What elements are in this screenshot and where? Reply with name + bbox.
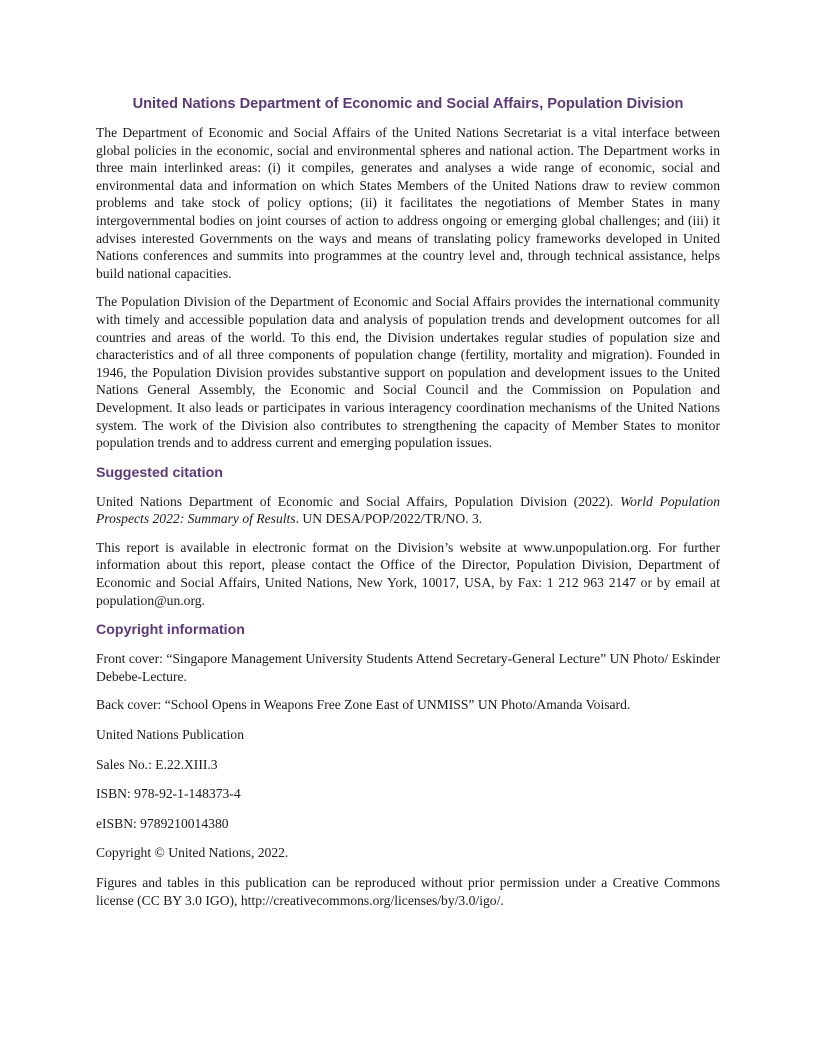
intro-paragraph-population-division: The Population Division of the Department of Economic and Social Affairs provides the international community with timely and accessible population data and analysis of population trends and development outcomes for all countries and areas of the world. To this end, the Division undertakes regular studies of population size and characteristics and of all three components of population change (fertility, mortality and migration). Founded in 1946, the Population Division provides substantive support on population and development issues to the United Nations General Assembly, the Economic and Social Council and the Commission on Population and Development. It also leads or participates in various interagency coordination mechanisms of the United Nations system. The work of the Division also contributes to strengthening the capacity of Member States to monitor population trends and to address current and emerging population issues. bbox=[96, 294, 720, 451]
eisbn: eISBN: 9789210014380 bbox=[96, 815, 229, 831]
citation-report-title: World Population Prospects 2022: Summary of Results bbox=[96, 493, 720, 527]
citation-prefix: United Nations Department of Economic and Social Affairs, Population Division (2022). bbox=[96, 493, 621, 509]
license-paragraph: Figures and tables in this publication can be reproduced without prior permission under a Creative Commons license (CC BY 3.0 IGO), http://creativecommons.org/licenses/by/3.0/igo/. bbox=[96, 875, 720, 908]
citation-suffix: . UN DESA/POP/2022/TR/NO. 3. bbox=[295, 511, 483, 527]
document-page bbox=[96, 94, 720, 920]
copyright-line: Copyright © United Nations, 2022. bbox=[96, 845, 289, 861]
citation-text bbox=[96, 493, 720, 528]
citation-heading: Suggested citation bbox=[96, 464, 223, 481]
availability-paragraph: This report is available in electronic format on the Division’s website at www.unpopulation.org. For further information about this report, please contact the Office of the Director, Population Division, Department of Economic and Social Affairs, United Nations, New York, 10017, USA, by Fax: 1 212 963 2147 or by email at population@un.org. bbox=[96, 539, 720, 608]
copyright-heading: Copyright information bbox=[96, 622, 245, 639]
isbn: ISBN: 978-92-1-148373-4 bbox=[96, 786, 241, 802]
back-cover-credit: Back cover: “School Opens in Weapons Free Zone East of UNMISS” UN Photo/Amanda Voisard. bbox=[96, 697, 631, 713]
page-title: United Nations Department of Economic and Social Affairs, Population Division bbox=[132, 96, 684, 112]
front-cover-credit: Front cover: “Singapore Management University Students Attend Secretary-General Lecture” UN Photo/ Eskinder Debebe-Lecture. bbox=[96, 651, 720, 684]
intro-paragraph-desa: The Department of Economic and Social Affairs of the United Nations Secretariat is a vital interface between global policies in the economic, social and environmental spheres and national action. The Department works in three main interlinked areas: (i) it compiles, generates and analyses a wide range of economic, social and environmental data and information on which States Members of the United Nations draw to review common problems and take stock of policy options; (ii) it facilitates the negotiations of Member States in many intergovernmental bodies on joint courses of action to address ongoing or emerging global challenges; and (iii) it advises interested Governments on the ways and means of translating policy frameworks developed in United Nations conferences and summits into programmes at the country level and, through technical assistance, helps build national capacities. bbox=[96, 125, 720, 281]
sales-number: Sales No.: E.22.XIII.3 bbox=[96, 756, 218, 772]
publication-line: United Nations Publication bbox=[96, 727, 245, 743]
